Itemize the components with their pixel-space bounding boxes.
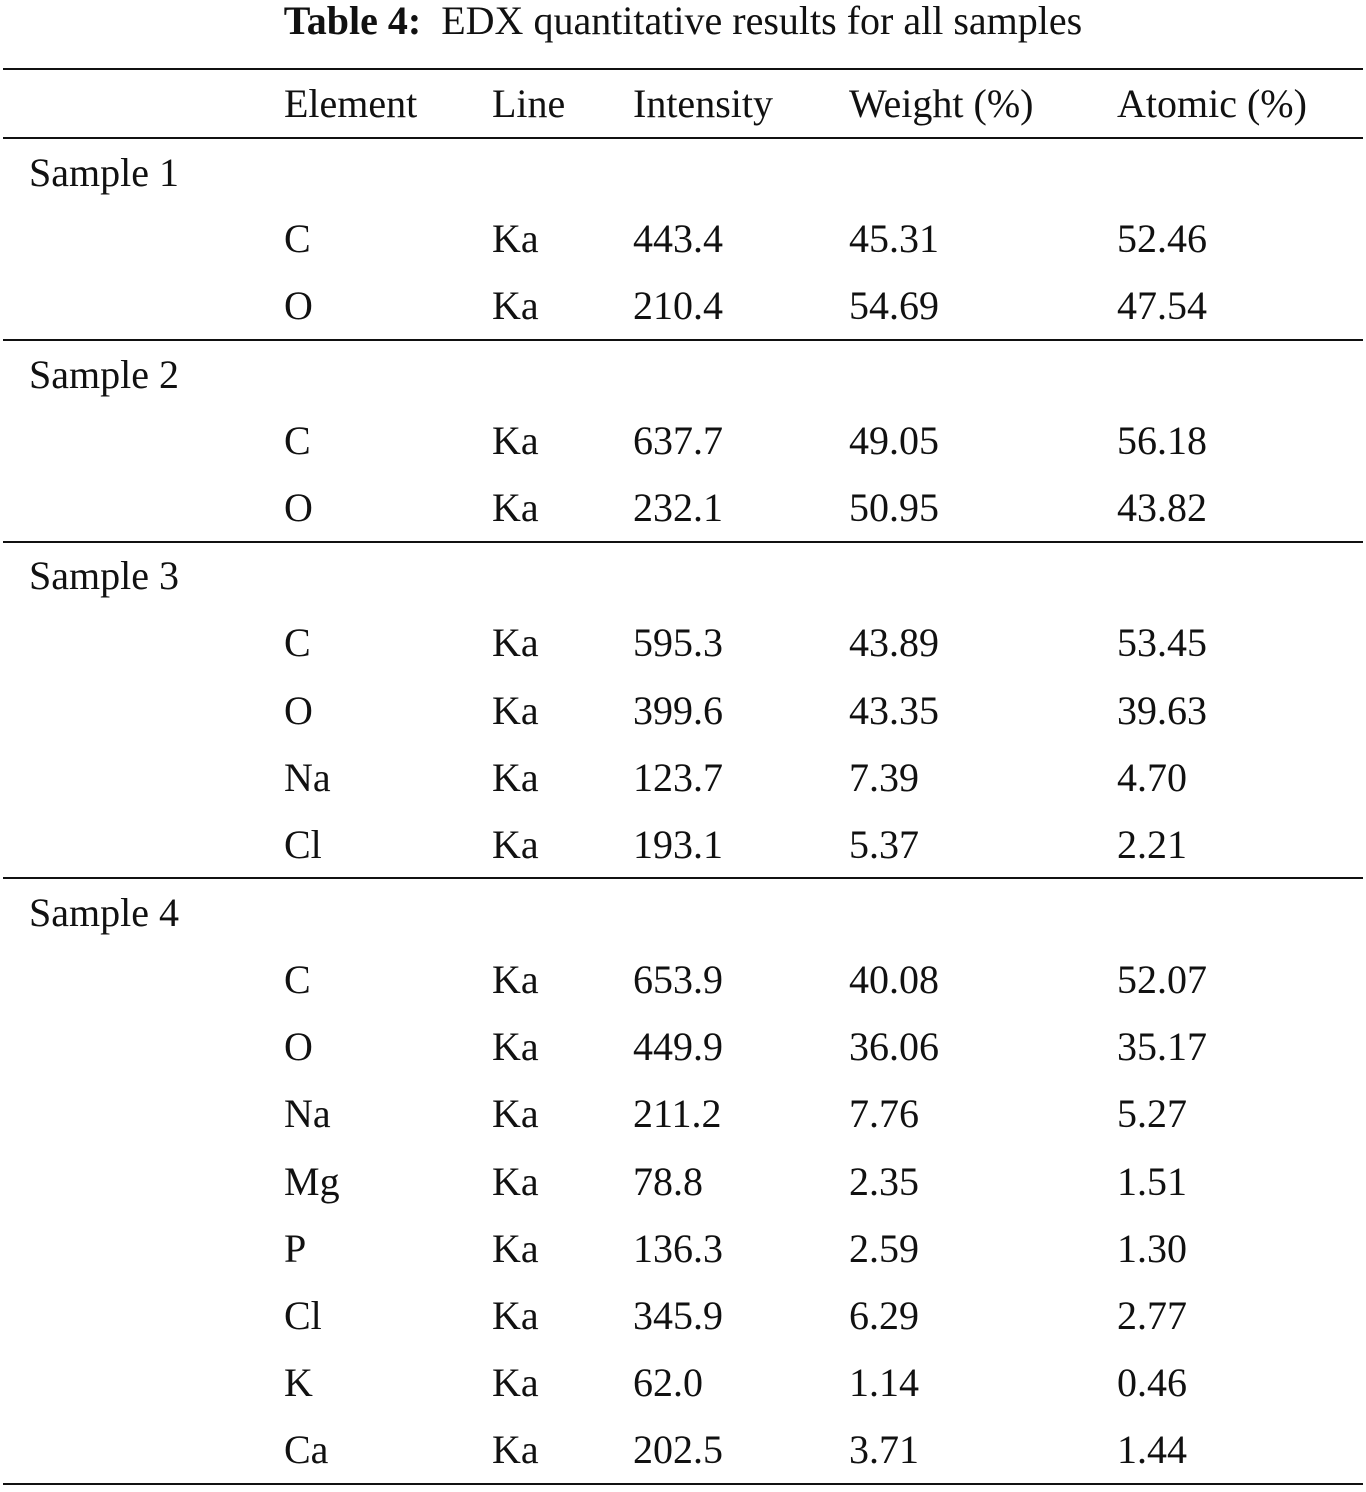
sample-name: Sample 2: [29, 351, 179, 397]
empty-cell: [3, 744, 284, 811]
empty-cell: [849, 340, 1117, 407]
sample-group: [3, 138, 1363, 340]
cell-line: Ka: [492, 620, 539, 666]
table-row: [3, 609, 1363, 676]
empty-cell: [284, 542, 492, 609]
cell-intensity: 449.9: [633, 1024, 723, 1069]
empty-cell: [1117, 138, 1363, 205]
cell-element: Cl: [284, 811, 492, 878]
cell-element: O: [284, 273, 492, 340]
sample-title-row: [3, 138, 1363, 205]
cell-weight: 6.29: [849, 1293, 919, 1339]
cell-element: O: [284, 474, 492, 541]
caption-label: Table 4:: [283, 0, 422, 43]
sample-group: [3, 340, 1363, 542]
cell-weight: 7.76: [849, 1091, 919, 1137]
empty-cell: [3, 946, 284, 1013]
empty-cell: [3, 609, 284, 676]
table-row: [3, 744, 1363, 811]
cell-line: Ka: [492, 1024, 539, 1069]
empty-cell: [3, 407, 284, 474]
empty-cell: [284, 340, 492, 407]
empty-cell: [3, 273, 284, 340]
cell-element: C: [284, 620, 311, 666]
empty-cell: [849, 542, 1117, 609]
header-sample: [3, 69, 284, 138]
caption-text: EDX quantitative results for all samples: [441, 0, 1083, 43]
empty-cell: [3, 1013, 284, 1080]
cell-element: K: [284, 1360, 313, 1406]
cell-intensity: 443.4: [633, 216, 723, 262]
cell-line: Ka: [492, 687, 539, 733]
cell-weight: 50.95: [849, 474, 1117, 541]
edx-results-table: [3, 68, 1363, 1485]
empty-cell: [3, 1080, 284, 1147]
cell-atomic: 1.44: [1117, 1417, 1363, 1484]
sample-group: [3, 878, 1363, 1484]
cell-atomic: 35.17: [1117, 1024, 1207, 1069]
table-row: [3, 407, 1363, 474]
cell-line: Ka: [492, 956, 539, 1002]
cell-line: Ka: [492, 418, 539, 464]
cell-line: Ka: [492, 811, 633, 878]
cell-weight: 49.05: [849, 418, 939, 464]
empty-cell: [492, 340, 633, 407]
empty-cell: [849, 138, 1117, 205]
empty-cell: [633, 340, 849, 407]
cell-atomic: 56.18: [1117, 418, 1207, 464]
table-row: [3, 1080, 1363, 1147]
cell-atomic: 52.07: [1117, 956, 1207, 1002]
header-line: Line: [492, 69, 633, 138]
sample-group: [3, 542, 1363, 878]
empty-cell: [3, 205, 284, 272]
header-atomic: Atomic (%): [1117, 69, 1363, 138]
sample-name: Sample 4: [29, 889, 179, 935]
table-row: [3, 1013, 1363, 1080]
empty-cell: [3, 1215, 284, 1282]
cell-intensity: 232.1: [633, 474, 849, 541]
cell-element: Cl: [284, 1293, 322, 1339]
empty-cell: [3, 474, 284, 541]
cell-line: Ka: [492, 216, 539, 262]
header-weight: Weight (%): [849, 69, 1117, 138]
empty-cell: [3, 1417, 284, 1484]
empty-cell: [633, 138, 849, 205]
cell-line: Ka: [492, 1225, 539, 1271]
cell-line: Ka: [492, 1360, 539, 1406]
cell-atomic: 39.63: [1117, 687, 1207, 733]
header-intensity: Intensity: [633, 69, 849, 138]
cell-line: Ka: [492, 273, 633, 340]
table-row: [3, 676, 1363, 743]
empty-cell: [633, 542, 849, 609]
table-row: [3, 1215, 1363, 1282]
cell-intensity: 595.3: [633, 620, 723, 666]
table-caption: [0, 0, 1366, 50]
header-row: [3, 69, 1363, 138]
cell-weight: 43.35: [849, 687, 939, 733]
cell-weight: 2.59: [849, 1225, 919, 1271]
sample-name: Sample 1: [29, 149, 179, 195]
table-header: [3, 69, 1363, 138]
empty-cell: [3, 811, 284, 878]
cell-atomic: 1.30: [1117, 1225, 1187, 1271]
cell-intensity: 136.3: [633, 1225, 723, 1271]
cell-atomic: 2.21: [1117, 811, 1363, 878]
empty-cell: [1117, 878, 1363, 945]
cell-intensity: 210.4: [633, 273, 849, 340]
empty-cell: [633, 878, 849, 945]
cell-weight: 45.31: [849, 216, 939, 262]
cell-element: P: [284, 1225, 307, 1271]
cell-weight: 3.71: [849, 1417, 1117, 1484]
cell-atomic: 53.45: [1117, 620, 1207, 666]
cell-intensity: 211.2: [633, 1091, 722, 1137]
cell-element: Ca: [284, 1417, 492, 1484]
cell-intensity: 399.6: [633, 687, 723, 733]
cell-weight: 40.08: [849, 956, 939, 1002]
cell-element: O: [284, 1024, 313, 1069]
empty-cell: [3, 676, 284, 743]
cell-line: Ka: [492, 474, 633, 541]
empty-cell: [849, 878, 1117, 945]
cell-weight: 5.37: [849, 811, 1117, 878]
cell-line: Ka: [492, 1417, 633, 1484]
empty-cell: [284, 878, 492, 945]
cell-weight: 2.35: [849, 1158, 919, 1204]
cell-intensity: 193.1: [633, 811, 849, 878]
table-row: [3, 1417, 1363, 1484]
sample-name: Sample 3: [29, 553, 179, 599]
cell-weight: 1.14: [849, 1360, 919, 1406]
cell-weight: 7.39: [849, 754, 919, 800]
cell-line: Ka: [492, 1158, 539, 1204]
cell-line: Ka: [492, 1293, 539, 1339]
cell-intensity: 637.7: [633, 418, 723, 464]
table-row: [3, 1349, 1363, 1416]
cell-atomic: 5.27: [1117, 1091, 1187, 1137]
table-row: [3, 1282, 1363, 1349]
cell-weight: 43.89: [849, 620, 939, 666]
cell-atomic: 0.46: [1117, 1360, 1187, 1406]
cell-element: C: [284, 418, 311, 464]
cell-atomic: 4.70: [1117, 754, 1187, 800]
cell-atomic: 2.77: [1117, 1293, 1187, 1339]
sample-title-row: [3, 878, 1363, 945]
empty-cell: [1117, 542, 1363, 609]
cell-element: Mg: [284, 1158, 340, 1204]
cell-intensity: 653.9: [633, 956, 723, 1002]
empty-cell: [492, 878, 633, 945]
cell-atomic: 43.82: [1117, 474, 1363, 541]
cell-element: C: [284, 956, 311, 1002]
empty-cell: [1117, 340, 1363, 407]
cell-weight: 54.69: [849, 273, 1117, 340]
cell-intensity: 62.0: [633, 1360, 703, 1406]
cell-atomic: 1.51: [1117, 1158, 1187, 1204]
table-row: [3, 205, 1363, 272]
sample-title-row: [3, 542, 1363, 609]
cell-atomic: 52.46: [1117, 216, 1207, 262]
cell-intensity: 345.9: [633, 1293, 723, 1339]
empty-cell: [3, 1282, 284, 1349]
cell-line: Ka: [492, 1091, 539, 1137]
empty-cell: [492, 138, 633, 205]
empty-cell: [492, 542, 633, 609]
table-row: [3, 811, 1363, 878]
table-row: [3, 474, 1363, 541]
empty-cell: [3, 1349, 284, 1416]
table-row: [3, 946, 1363, 1013]
cell-element: Na: [284, 754, 331, 800]
header-element: Element: [284, 69, 492, 138]
cell-line: Ka: [492, 754, 539, 800]
sample-title-row: [3, 340, 1363, 407]
cell-atomic: 47.54: [1117, 273, 1363, 340]
cell-intensity: 78.8: [633, 1158, 703, 1204]
cell-weight: 36.06: [849, 1024, 939, 1069]
table-row: [3, 1147, 1363, 1214]
cell-element: O: [284, 687, 313, 733]
cell-element: Na: [284, 1091, 331, 1137]
cell-intensity: 202.5: [633, 1417, 849, 1484]
empty-cell: [284, 138, 492, 205]
table-row: [3, 273, 1363, 340]
cell-element: C: [284, 216, 311, 262]
cell-intensity: 123.7: [633, 754, 723, 800]
empty-cell: [3, 1147, 284, 1214]
